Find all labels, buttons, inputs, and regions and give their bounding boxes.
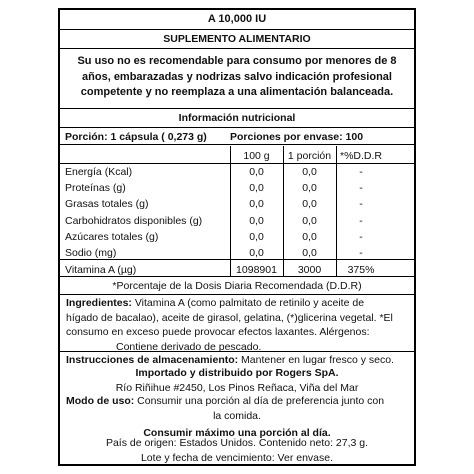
product-subtitle: SUPLEMENTO ALIMENTARIO (60, 29, 414, 47)
nutrient-name: Energía (Kcal) (65, 166, 133, 178)
storage-label: Instrucciones de almacenamiento: (66, 354, 239, 366)
importer-section (60, 366, 414, 396)
nutrient-value-portion: 3000 (297, 264, 322, 277)
origin-line-1: País de origen: Estados Unidos. Contenido neto: 27,3 g. (105, 437, 369, 449)
usage-line-2: la comida. (213, 409, 261, 422)
ingredients-label: Ingredientes: (66, 297, 132, 309)
nutrient-value-100g: 0,0 (249, 182, 264, 195)
nutrient-value-portion: 0,0 (302, 182, 317, 195)
nutrient-ddr: - (359, 247, 363, 259)
nutrition-table (60, 146, 414, 276)
col-header-100g: 100 g (243, 150, 270, 162)
warning-line-3: competente y no reemplaza a una alimentación balanceada. (80, 86, 394, 98)
usage-section (60, 394, 414, 442)
nutrition-label (58, 8, 416, 466)
nutrient-name: Grasas totales (g) (65, 198, 149, 211)
nutrient-name: Carbohidratos disponibles (g) (65, 214, 203, 227)
warning-line-1: Su uso no es recomendable para consumo por menores de 8 (77, 55, 397, 67)
nutrient-ddr: - (359, 182, 363, 195)
usage-text: Consumir una porción al día de preferencia junto con (134, 395, 385, 407)
nutrient-name: Azúcares totales (g) (65, 230, 159, 243)
nutrient-name: Proteínas (g) (65, 182, 126, 195)
nutrient-value-100g: 0,0 (249, 230, 264, 243)
nutrient-name: Vitamina A (µg) (65, 264, 137, 277)
nutrition-title: Información nutricional (60, 108, 414, 126)
nutrient-ddr: - (359, 198, 363, 211)
warning-line-2: años, embarazadas y nodrizas salvo indicación profesional (82, 70, 392, 83)
nutrient-value-portion: 0,0 (302, 247, 317, 259)
portion-size: Porción: 1 cápsula ( 0,273 g) (65, 131, 207, 143)
warning-box (60, 48, 414, 104)
portions-per-pack: Porciones por envase: 100 (230, 131, 364, 143)
ddr-footnote: *Porcentaje de la Dosis Diaria Recomendada (D.D.R) (60, 276, 414, 294)
ingredients-section (60, 294, 414, 352)
origin-line-2: Lote y fecha de vencimiento: Ver envase. (140, 451, 334, 464)
ingredients-line-1 (60, 296, 414, 311)
portion-row (60, 127, 414, 145)
nutrient-ddr: - (359, 230, 363, 243)
nutrient-value-portion: 0,0 (302, 214, 317, 227)
nutrient-value-100g: 0,0 (249, 166, 264, 178)
ingredients-line-3: consumo en exceso puede provocar efectos laxantes. Alérgenos: (66, 326, 370, 338)
importer-line-1: Importado y distribuido por Rogers SpA. (135, 367, 339, 379)
usage-line-1 (60, 394, 414, 409)
nutrient-value-portion: 0,0 (302, 198, 317, 211)
importer-line-2: Río Riñihue #2450, Los Pinos Reñaca, Viña del Mar (115, 381, 359, 394)
storage-text: Mantener en lugar fresco y seco. (238, 354, 394, 366)
nutrient-value-100g: 0,0 (249, 198, 264, 211)
nutrient-ddr: - (359, 214, 363, 227)
nutrient-value-portion: 0,0 (302, 230, 317, 243)
ingredients-line-2: hígado de bacalao), aceite de girasol, gelatina, (*)glicerina vegetal. *El (66, 311, 393, 324)
nutrient-ddr: 375% (347, 264, 375, 277)
nutrient-value-100g: 1098901 (236, 264, 277, 277)
table-rule (60, 163, 414, 164)
nutrient-name: Sodio (mg) (65, 247, 117, 259)
ingredients-line-4: Contiene derivado de pescado. (116, 340, 262, 353)
ingredients-text: Vitamina A (como palmitato de retinilo y aceite de (131, 297, 365, 309)
col-header-ddr: *%D.D.R (339, 150, 382, 162)
usage-label: Modo de uso: (66, 395, 135, 407)
origin-section (60, 436, 414, 466)
nutrient-value-portion: 0,0 (302, 166, 317, 178)
product-title: A 10,000 IU (207, 13, 267, 25)
col-header-portion: 1 porción (287, 150, 332, 162)
usage-max: Consumir máximo una porción al día. (143, 427, 331, 439)
nutrient-value-100g: 0,0 (249, 214, 264, 227)
nutrient-value-100g: 0,0 (249, 247, 264, 259)
nutrient-ddr: - (359, 166, 363, 178)
